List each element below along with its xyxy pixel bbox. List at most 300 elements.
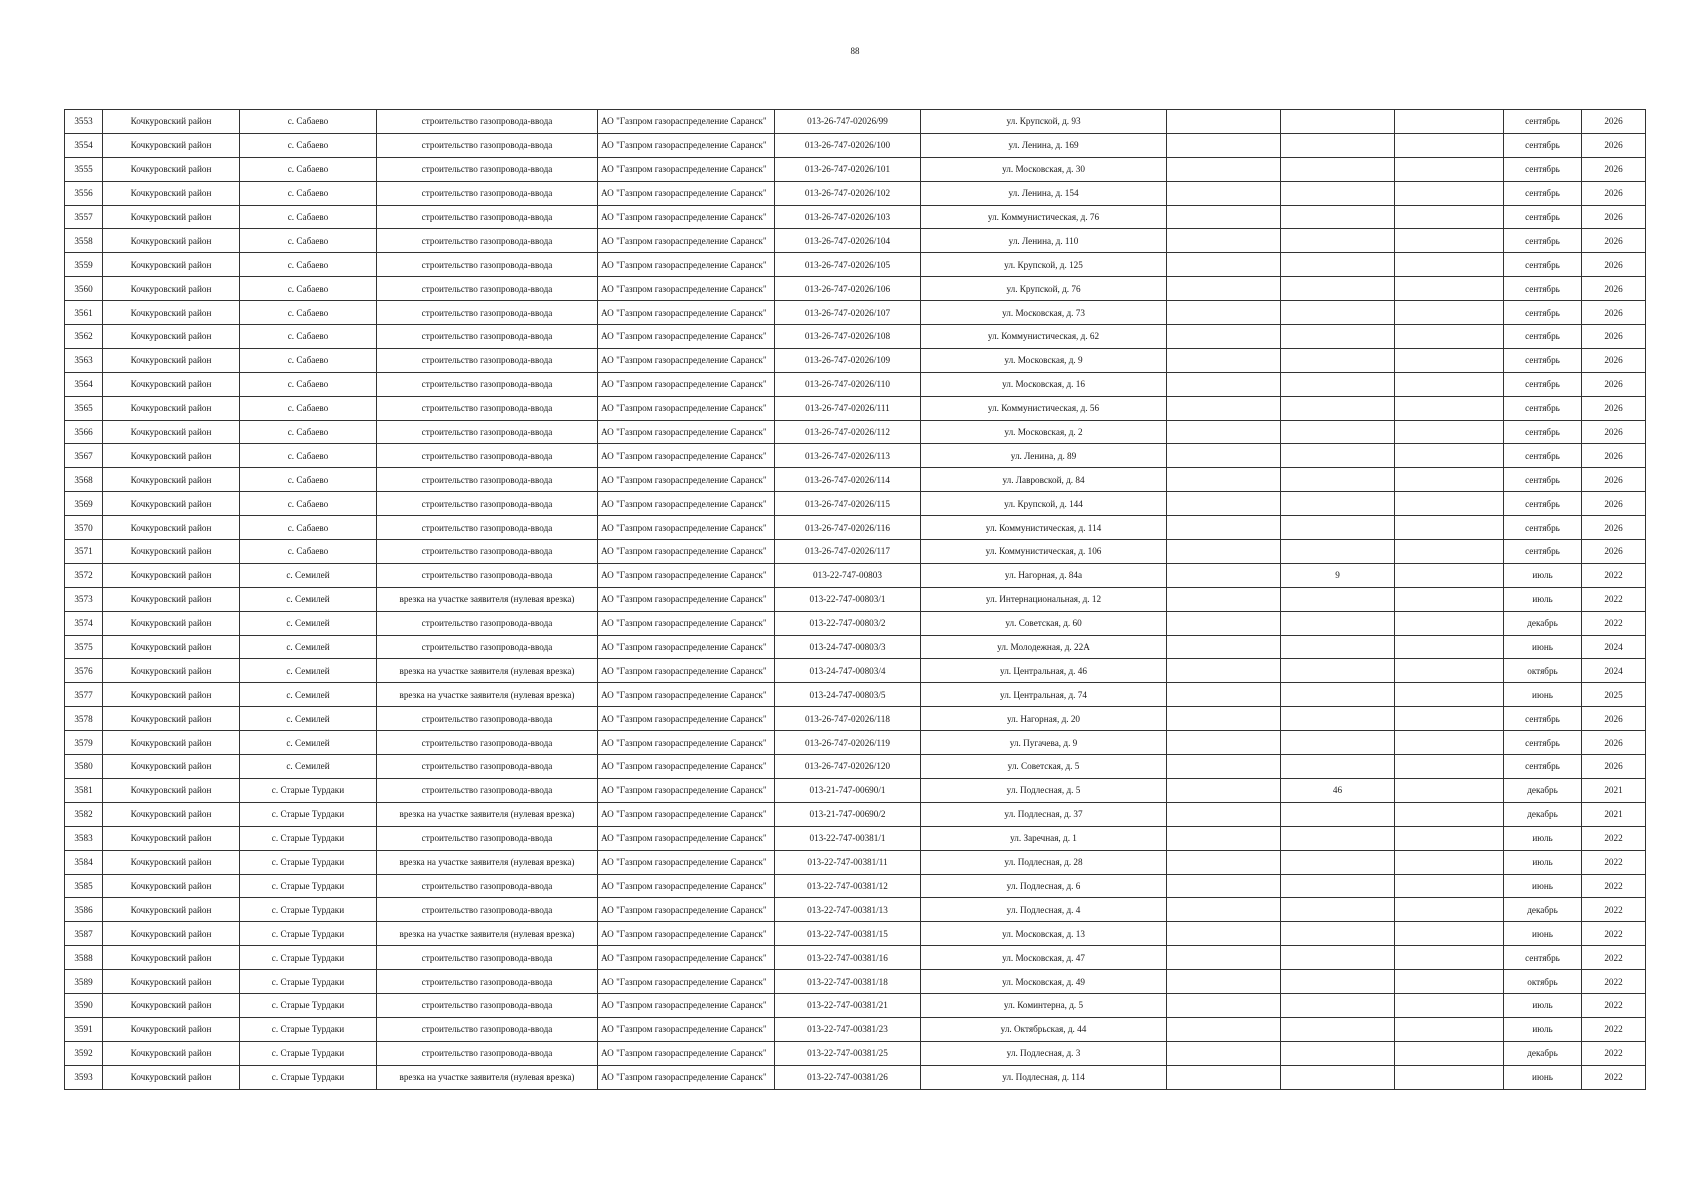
- year-cell: 2026: [1582, 253, 1646, 277]
- contract-number-cell: 013-26-747-02026/103: [775, 205, 921, 229]
- settlement-cell: с. Семилей: [240, 683, 377, 707]
- organization-cell: АО "Газпром газораспределение Саранск": [598, 778, 775, 802]
- settlement-cell: с. Семилей: [240, 707, 377, 731]
- table-row: [65, 707, 1646, 731]
- work-type-cell: строительство газопровода-ввода: [377, 516, 598, 540]
- table-row: [65, 181, 1646, 205]
- extra-col-1-cell: [1167, 110, 1281, 134]
- district-cell: Кочкуровский район: [103, 205, 240, 229]
- year-cell: 2026: [1582, 396, 1646, 420]
- organization-cell: АО "Газпром газораспределение Саранск": [598, 325, 775, 349]
- contract-number-cell: 013-26-747-02026/109: [775, 348, 921, 372]
- contract-number-cell: 013-24-747-00803/3: [775, 635, 921, 659]
- extra-col-3-cell: [1395, 850, 1504, 874]
- extra-col-2-cell: [1281, 157, 1395, 181]
- year-cell: 2026: [1582, 110, 1646, 134]
- settlement-cell: с. Сабаево: [240, 396, 377, 420]
- work-type-cell: строительство газопровода-ввода: [377, 181, 598, 205]
- address-cell: ул. Московская, д. 47: [921, 946, 1167, 970]
- work-type-cell: строительство газопровода-ввода: [377, 993, 598, 1017]
- month-cell: сентябрь: [1504, 946, 1582, 970]
- contract-number-cell: 013-22-747-00381/12: [775, 874, 921, 898]
- extra-col-2-cell: [1281, 205, 1395, 229]
- settlement-cell: с. Семилей: [240, 587, 377, 611]
- organization-cell: АО "Газпром газораспределение Саранск": [598, 396, 775, 420]
- work-type-cell: строительство газопровода-ввода: [377, 444, 598, 468]
- row-number-cell: 3566: [65, 420, 103, 444]
- year-cell: 2026: [1582, 301, 1646, 325]
- year-cell: 2026: [1582, 205, 1646, 229]
- extra-col-3-cell: [1395, 755, 1504, 779]
- organization-cell: АО "Газпром газораспределение Саранск": [598, 133, 775, 157]
- contract-number-cell: 013-26-747-02026/102: [775, 181, 921, 205]
- district-cell: Кочкуровский район: [103, 874, 240, 898]
- table-row: [65, 731, 1646, 755]
- table-row: [65, 1017, 1646, 1041]
- row-number-cell: 3577: [65, 683, 103, 707]
- address-cell: ул. Советская, д. 60: [921, 611, 1167, 635]
- extra-col-2-cell: [1281, 898, 1395, 922]
- month-cell: июль: [1504, 563, 1582, 587]
- address-cell: ул. Центральная, д. 46: [921, 659, 1167, 683]
- work-type-cell: строительство газопровода-ввода: [377, 540, 598, 564]
- organization-cell: АО "Газпром газораспределение Саранск": [598, 755, 775, 779]
- extra-col-3-cell: [1395, 826, 1504, 850]
- contract-number-cell: 013-22-747-00381/21: [775, 993, 921, 1017]
- district-cell: Кочкуровский район: [103, 1065, 240, 1089]
- work-type-cell: строительство газопровода-ввода: [377, 205, 598, 229]
- address-cell: ул. Подлесная, д. 6: [921, 874, 1167, 898]
- extra-col-2-cell: [1281, 1065, 1395, 1089]
- settlement-cell: с. Старые Турдаки: [240, 898, 377, 922]
- address-cell: ул. Крупской, д. 76: [921, 277, 1167, 301]
- table-row: [65, 993, 1646, 1017]
- table-row: [65, 301, 1646, 325]
- month-cell: сентябрь: [1504, 516, 1582, 540]
- work-type-cell: строительство газопровода-ввода: [377, 826, 598, 850]
- year-cell: 2022: [1582, 922, 1646, 946]
- row-number-cell: 3571: [65, 540, 103, 564]
- extra-col-2-cell: [1281, 110, 1395, 134]
- month-cell: июнь: [1504, 635, 1582, 659]
- extra-col-1-cell: [1167, 444, 1281, 468]
- organization-cell: АО "Газпром газораспределение Саранск": [598, 946, 775, 970]
- settlement-cell: с. Старые Турдаки: [240, 850, 377, 874]
- table-row: [65, 396, 1646, 420]
- row-number-cell: 3573: [65, 587, 103, 611]
- extra-col-1-cell: [1167, 1017, 1281, 1041]
- month-cell: июль: [1504, 587, 1582, 611]
- year-cell: 2026: [1582, 133, 1646, 157]
- month-cell: сентябрь: [1504, 253, 1582, 277]
- year-cell: 2022: [1582, 898, 1646, 922]
- work-type-cell: строительство газопровода-ввода: [377, 970, 598, 994]
- year-cell: 2022: [1582, 993, 1646, 1017]
- year-cell: 2026: [1582, 277, 1646, 301]
- row-number-cell: 3563: [65, 348, 103, 372]
- contract-number-cell: 013-26-747-02026/111: [775, 396, 921, 420]
- organization-cell: АО "Газпром газораспределение Саранск": [598, 277, 775, 301]
- district-cell: Кочкуровский район: [103, 826, 240, 850]
- year-cell: 2022: [1582, 563, 1646, 587]
- address-cell: ул. Подлесная, д. 5: [921, 778, 1167, 802]
- extra-col-1-cell: [1167, 993, 1281, 1017]
- table-row: [65, 348, 1646, 372]
- table-row: [65, 683, 1646, 707]
- year-cell: 2022: [1582, 970, 1646, 994]
- row-number-cell: 3591: [65, 1017, 103, 1041]
- year-cell: 2026: [1582, 181, 1646, 205]
- row-number-cell: 3558: [65, 229, 103, 253]
- settlement-cell: с. Старые Турдаки: [240, 1065, 377, 1089]
- district-cell: Кочкуровский район: [103, 659, 240, 683]
- extra-col-3-cell: [1395, 540, 1504, 564]
- address-cell: ул. Ленина, д. 89: [921, 444, 1167, 468]
- table-row: [65, 563, 1646, 587]
- year-cell: 2022: [1582, 611, 1646, 635]
- extra-col-3-cell: [1395, 898, 1504, 922]
- address-cell: ул. Лавровской, д. 84: [921, 468, 1167, 492]
- row-number-cell: 3557: [65, 205, 103, 229]
- extra-col-1-cell: [1167, 659, 1281, 683]
- extra-col-3-cell: [1395, 1017, 1504, 1041]
- work-type-cell: строительство газопровода-ввода: [377, 253, 598, 277]
- district-cell: Кочкуровский район: [103, 707, 240, 731]
- address-cell: ул. Подлесная, д. 37: [921, 802, 1167, 826]
- work-type-cell: врезка на участке заявителя (нулевая врезка): [377, 587, 598, 611]
- district-cell: Кочкуровский район: [103, 277, 240, 301]
- row-number-cell: 3565: [65, 396, 103, 420]
- work-type-cell: строительство газопровода-ввода: [377, 731, 598, 755]
- table-row: [65, 157, 1646, 181]
- table-row: [65, 587, 1646, 611]
- address-cell: ул. Крупской, д. 125: [921, 253, 1167, 277]
- contract-number-cell: 013-22-747-00803/2: [775, 611, 921, 635]
- extra-col-2-cell: [1281, 946, 1395, 970]
- organization-cell: АО "Газпром газораспределение Саранск": [598, 492, 775, 516]
- row-number-cell: 3564: [65, 372, 103, 396]
- settlement-cell: с. Семилей: [240, 563, 377, 587]
- extra-col-1-cell: [1167, 874, 1281, 898]
- year-cell: 2022: [1582, 946, 1646, 970]
- table-row: [65, 755, 1646, 779]
- extra-col-2-cell: [1281, 325, 1395, 349]
- address-cell: ул. Ленина, д. 169: [921, 133, 1167, 157]
- address-cell: ул. Московская, д. 2: [921, 420, 1167, 444]
- extra-col-2-cell: [1281, 635, 1395, 659]
- district-cell: Кочкуровский район: [103, 993, 240, 1017]
- contract-number-cell: 013-21-747-00690/2: [775, 802, 921, 826]
- year-cell: 2024: [1582, 635, 1646, 659]
- extra-col-2-cell: [1281, 516, 1395, 540]
- address-cell: ул. Московская, д. 13: [921, 922, 1167, 946]
- district-cell: Кочкуровский район: [103, 611, 240, 635]
- settlement-cell: с. Сабаево: [240, 516, 377, 540]
- year-cell: 2026: [1582, 707, 1646, 731]
- settlement-cell: с. Сабаево: [240, 492, 377, 516]
- address-cell: ул. Крупской, д. 144: [921, 492, 1167, 516]
- row-number-cell: 3572: [65, 563, 103, 587]
- table-row: [65, 850, 1646, 874]
- row-number-cell: 3590: [65, 993, 103, 1017]
- extra-col-1-cell: [1167, 922, 1281, 946]
- work-type-cell: строительство газопровода-ввода: [377, 492, 598, 516]
- row-number-cell: 3561: [65, 301, 103, 325]
- table-row: [65, 110, 1646, 134]
- year-cell: 2021: [1582, 802, 1646, 826]
- organization-cell: АО "Газпром газораспределение Саранск": [598, 420, 775, 444]
- month-cell: сентябрь: [1504, 133, 1582, 157]
- extra-col-2-cell: [1281, 301, 1395, 325]
- table-row: [65, 277, 1646, 301]
- month-cell: сентябрь: [1504, 229, 1582, 253]
- work-type-cell: строительство газопровода-ввода: [377, 1017, 598, 1041]
- row-number-cell: 3585: [65, 874, 103, 898]
- settlement-cell: с. Сабаево: [240, 348, 377, 372]
- organization-cell: АО "Газпром газораспределение Саранск": [598, 970, 775, 994]
- work-type-cell: строительство газопровода-ввода: [377, 874, 598, 898]
- extra-col-2-cell: [1281, 731, 1395, 755]
- extra-col-3-cell: [1395, 205, 1504, 229]
- extra-col-1-cell: [1167, 587, 1281, 611]
- contract-number-cell: 013-24-747-00803/4: [775, 659, 921, 683]
- extra-col-2-cell: [1281, 611, 1395, 635]
- extra-col-2-cell: [1281, 874, 1395, 898]
- extra-col-2-cell: [1281, 420, 1395, 444]
- work-type-cell: строительство газопровода-ввода: [377, 229, 598, 253]
- organization-cell: АО "Газпром газораспределение Саранск": [598, 993, 775, 1017]
- address-cell: ул. Коммунистическая, д. 62: [921, 325, 1167, 349]
- table-row: [65, 253, 1646, 277]
- extra-col-3-cell: [1395, 970, 1504, 994]
- work-type-cell: строительство газопровода-ввода: [377, 325, 598, 349]
- year-cell: 2026: [1582, 420, 1646, 444]
- work-type-cell: врезка на участке заявителя (нулевая врезка): [377, 659, 598, 683]
- contract-number-cell: 013-22-747-00381/11: [775, 850, 921, 874]
- contract-number-cell: 013-26-747-02026/116: [775, 516, 921, 540]
- table-row: [65, 1065, 1646, 1089]
- table-row: [65, 540, 1646, 564]
- settlement-cell: с. Сабаево: [240, 301, 377, 325]
- district-cell: Кочкуровский район: [103, 850, 240, 874]
- district-cell: Кочкуровский район: [103, 802, 240, 826]
- work-type-cell: строительство газопровода-ввода: [377, 635, 598, 659]
- extra-col-3-cell: [1395, 611, 1504, 635]
- row-number-cell: 3556: [65, 181, 103, 205]
- month-cell: декабрь: [1504, 802, 1582, 826]
- contract-number-cell: 013-26-747-02026/104: [775, 229, 921, 253]
- month-cell: декабрь: [1504, 898, 1582, 922]
- work-type-cell: врезка на участке заявителя (нулевая врезка): [377, 922, 598, 946]
- extra-col-1-cell: [1167, 157, 1281, 181]
- address-cell: ул. Московская, д. 30: [921, 157, 1167, 181]
- year-cell: 2026: [1582, 325, 1646, 349]
- contract-number-cell: 013-26-747-02026/114: [775, 468, 921, 492]
- row-number-cell: 3567: [65, 444, 103, 468]
- contract-number-cell: 013-22-747-00381/25: [775, 1041, 921, 1065]
- table-row: [65, 778, 1646, 802]
- address-cell: ул. Коминтерна, д. 5: [921, 993, 1167, 1017]
- district-cell: Кочкуровский район: [103, 468, 240, 492]
- month-cell: сентябрь: [1504, 110, 1582, 134]
- contract-number-cell: 013-24-747-00803/5: [775, 683, 921, 707]
- month-cell: сентябрь: [1504, 277, 1582, 301]
- extra-col-1-cell: [1167, 229, 1281, 253]
- contract-number-cell: 013-22-747-00381/26: [775, 1065, 921, 1089]
- contract-number-cell: 013-26-747-02026/100: [775, 133, 921, 157]
- organization-cell: АО "Газпром газораспределение Саранск": [598, 850, 775, 874]
- extra-col-3-cell: [1395, 802, 1504, 826]
- address-cell: ул. Московская, д. 49: [921, 970, 1167, 994]
- extra-col-1-cell: [1167, 778, 1281, 802]
- extra-col-3-cell: [1395, 229, 1504, 253]
- extra-col-3-cell: [1395, 587, 1504, 611]
- extra-col-2-cell: [1281, 540, 1395, 564]
- extra-col-1-cell: [1167, 181, 1281, 205]
- extra-col-1-cell: [1167, 468, 1281, 492]
- table-row: [65, 874, 1646, 898]
- extra-col-3-cell: [1395, 683, 1504, 707]
- month-cell: июль: [1504, 1017, 1582, 1041]
- table-row: [65, 516, 1646, 540]
- organization-cell: АО "Газпром газораспределение Саранск": [598, 301, 775, 325]
- register-table: [64, 109, 1646, 1090]
- address-cell: ул. Интернациональная, д. 12: [921, 587, 1167, 611]
- address-cell: ул. Коммунистическая, д. 56: [921, 396, 1167, 420]
- settlement-cell: с. Сабаево: [240, 372, 377, 396]
- work-type-cell: строительство газопровода-ввода: [377, 778, 598, 802]
- organization-cell: АО "Газпром газораспределение Саранск": [598, 540, 775, 564]
- month-cell: сентябрь: [1504, 540, 1582, 564]
- month-cell: декабрь: [1504, 778, 1582, 802]
- district-cell: Кочкуровский район: [103, 1041, 240, 1065]
- month-cell: июнь: [1504, 683, 1582, 707]
- month-cell: сентябрь: [1504, 181, 1582, 205]
- table-row: [65, 325, 1646, 349]
- address-cell: ул. Нагорная, д. 20: [921, 707, 1167, 731]
- settlement-cell: с. Старые Турдаки: [240, 826, 377, 850]
- settlement-cell: с. Старые Турдаки: [240, 874, 377, 898]
- extra-col-3-cell: [1395, 731, 1504, 755]
- row-number-cell: 3579: [65, 731, 103, 755]
- contract-number-cell: 013-26-747-02026/106: [775, 277, 921, 301]
- organization-cell: АО "Газпром газораспределение Саранск": [598, 1065, 775, 1089]
- extra-col-3-cell: [1395, 1065, 1504, 1089]
- work-type-cell: строительство газопровода-ввода: [377, 133, 598, 157]
- extra-col-2-cell: [1281, 492, 1395, 516]
- address-cell: ул. Октябрьская, д. 44: [921, 1017, 1167, 1041]
- extra-col-1-cell: [1167, 563, 1281, 587]
- settlement-cell: с. Семилей: [240, 635, 377, 659]
- district-cell: Кочкуровский район: [103, 922, 240, 946]
- row-number-cell: 3568: [65, 468, 103, 492]
- settlement-cell: с. Старые Турдаки: [240, 1041, 377, 1065]
- extra-col-2-cell: [1281, 587, 1395, 611]
- address-cell: ул. Подлесная, д. 28: [921, 850, 1167, 874]
- district-cell: Кочкуровский район: [103, 516, 240, 540]
- organization-cell: АО "Газпром газораспределение Саранск": [598, 802, 775, 826]
- organization-cell: АО "Газпром газораспределение Саранск": [598, 372, 775, 396]
- district-cell: Кочкуровский район: [103, 635, 240, 659]
- table-row: [65, 372, 1646, 396]
- extra-col-3-cell: [1395, 922, 1504, 946]
- extra-col-2-cell: 46: [1281, 778, 1395, 802]
- extra-col-1-cell: [1167, 540, 1281, 564]
- year-cell: 2022: [1582, 1017, 1646, 1041]
- extra-col-2-cell: [1281, 1041, 1395, 1065]
- extra-col-2-cell: [1281, 802, 1395, 826]
- extra-col-3-cell: [1395, 778, 1504, 802]
- address-cell: ул. Молодежная, д. 22А: [921, 635, 1167, 659]
- district-cell: Кочкуровский район: [103, 946, 240, 970]
- district-cell: Кочкуровский район: [103, 755, 240, 779]
- district-cell: Кочкуровский район: [103, 540, 240, 564]
- year-cell: 2022: [1582, 587, 1646, 611]
- extra-col-2-cell: [1281, 826, 1395, 850]
- address-cell: ул. Заречная, д. 1: [921, 826, 1167, 850]
- work-type-cell: строительство газопровода-ввода: [377, 372, 598, 396]
- contract-number-cell: 013-26-747-02026/118: [775, 707, 921, 731]
- year-cell: 2026: [1582, 755, 1646, 779]
- month-cell: декабрь: [1504, 1041, 1582, 1065]
- row-number-cell: 3583: [65, 826, 103, 850]
- extra-col-2-cell: [1281, 683, 1395, 707]
- organization-cell: АО "Газпром газораспределение Саранск": [598, 611, 775, 635]
- month-cell: сентябрь: [1504, 348, 1582, 372]
- work-type-cell: строительство газопровода-ввода: [377, 946, 598, 970]
- contract-number-cell: 013-26-747-02026/113: [775, 444, 921, 468]
- district-cell: Кочкуровский район: [103, 372, 240, 396]
- row-number-cell: 3574: [65, 611, 103, 635]
- work-type-cell: врезка на участке заявителя (нулевая врезка): [377, 683, 598, 707]
- table-row: [65, 229, 1646, 253]
- year-cell: 2024: [1582, 659, 1646, 683]
- extra-col-3-cell: [1395, 372, 1504, 396]
- extra-col-1-cell: [1167, 802, 1281, 826]
- address-cell: ул. Подлесная, д. 114: [921, 1065, 1167, 1089]
- district-cell: Кочкуровский район: [103, 731, 240, 755]
- extra-col-3-cell: [1395, 444, 1504, 468]
- organization-cell: АО "Газпром газораспределение Саранск": [598, 1017, 775, 1041]
- extra-col-1-cell: [1167, 898, 1281, 922]
- row-number-cell: 3555: [65, 157, 103, 181]
- extra-col-3-cell: [1395, 253, 1504, 277]
- organization-cell: АО "Газпром газораспределение Саранск": [598, 563, 775, 587]
- contract-number-cell: 013-26-747-02026/107: [775, 301, 921, 325]
- settlement-cell: с. Старые Турдаки: [240, 802, 377, 826]
- address-cell: ул. Советская, д. 5: [921, 755, 1167, 779]
- extra-col-1-cell: [1167, 133, 1281, 157]
- extra-col-3-cell: [1395, 110, 1504, 134]
- row-number-cell: 3588: [65, 946, 103, 970]
- extra-col-2-cell: [1281, 993, 1395, 1017]
- month-cell: июль: [1504, 826, 1582, 850]
- contract-number-cell: 013-26-747-02026/110: [775, 372, 921, 396]
- year-cell: 2022: [1582, 1065, 1646, 1089]
- extra-col-2-cell: [1281, 922, 1395, 946]
- contract-number-cell: 013-22-747-00381/23: [775, 1017, 921, 1041]
- settlement-cell: с. Сабаево: [240, 468, 377, 492]
- extra-col-2-cell: [1281, 348, 1395, 372]
- district-cell: Кочкуровский район: [103, 970, 240, 994]
- extra-col-2-cell: [1281, 707, 1395, 731]
- district-cell: Кочкуровский район: [103, 133, 240, 157]
- month-cell: сентябрь: [1504, 420, 1582, 444]
- district-cell: Кочкуровский район: [103, 444, 240, 468]
- month-cell: июль: [1504, 850, 1582, 874]
- extra-col-3-cell: [1395, 1041, 1504, 1065]
- organization-cell: АО "Газпром газораспределение Саранск": [598, 826, 775, 850]
